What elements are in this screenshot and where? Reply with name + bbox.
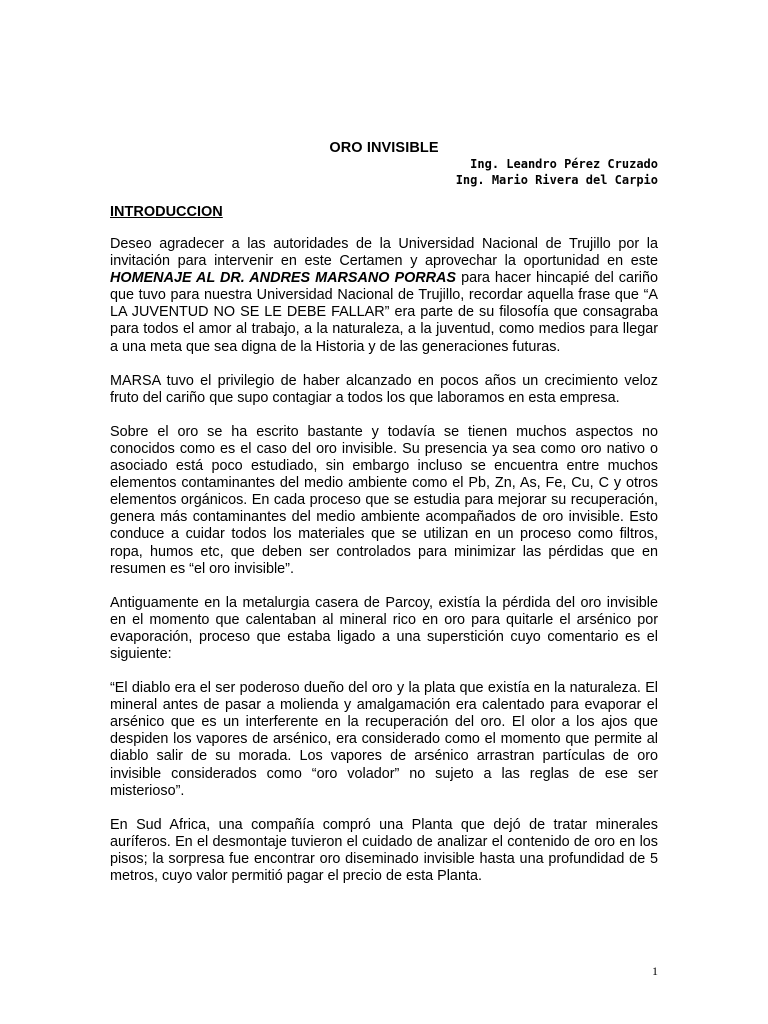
paragraph: Sobre el oro se ha escrito bastante y todavía se tienen muchos aspectos no conocidos como es el caso del oro invisible. Su presencia ya sea como oro nativo o asociado está poco estudiado, sin embargo incluso se encuentra entre muchos elementos contaminantes del medio ambiente como el Pb, Zn, As, Fe, Cu, C y otros elementos orgánicos. En cada proceso que se estudia para mejorar su recuperación, genera más contaminantes del medio ambiente acompañados de oro invisible. Esto conduce a cuidar todos los materiales que se utilizan en un proceso como filtros, ropa, humos etc, que deben ser controlados para minimizar las pérdidas que en resumen es “el oro invisible”.	[110, 423, 658, 577]
section-heading: INTRODUCCION	[110, 204, 223, 220]
paragraph-text: para hacer hincapié del cariño que tuvo para nuestra Universidad Nacional de Trujillo, recordar aquella frase que “A LA JUVENTUD NO SE LE DEBE FALLAR” era parte de su filosofía que consagraba para todos el amor al trabajo, a la naturaleza, a la juventud, como medios para llegar a una meta que sea digna de la Historia y de las generaciones futuras.	[110, 270, 659, 355]
author-list	[456, 156, 658, 188]
document-title: ORO INVISIBLE	[329, 140, 439, 156]
author-name: Ing. Leandro Pérez Cruzado	[470, 157, 658, 171]
emphasized-text: HOMENAJE AL DR. ANDRES MARSANO PORRAS	[110, 270, 457, 287]
paragraph: MARSA tuvo el privilegio de haber alcanzado en pocos años un crecimiento veloz fruto del cariño que supo contagiar a todos los que laboramos en esta empresa.	[110, 372, 658, 406]
body-text	[110, 236, 658, 902]
author-name: Ing. Mario Rivera del Carpio	[455, 173, 658, 187]
paragraph-text: Deseo agradecer a las autoridades de la Universidad Nacional de Trujillo por la invitación para intervenir en este Certamen y aprovechar la oportunidad en este	[110, 236, 658, 270]
quote-paragraph: “El diablo era el ser poderoso dueño del oro y la plata que existía en la naturaleza. El mineral antes de pasar a molienda y amalgamación era calentado para evaporar el arsénico que es un interferente en la recuperación del oro. El olor a los ajos que despiden los vapores de arsénico, era considerado como el momento que permite al diablo salir de su morada. Los vapores de arsénico arrastran partículas de oro invisible considerados como “oro volador” no sujeto a las reglas de ese ser misterioso”.	[110, 680, 658, 799]
page-number: 1	[652, 964, 658, 978]
paragraph	[110, 236, 658, 356]
paragraph: Antiguamente en la metalurgia casera de Parcoy, existía la pérdida del oro invisible en el momento que calentaban al mineral rico en oro para quitarle el arsénico por evaporación, proceso que estaba ligado a una superstición cuyo comentario es el siguiente:	[110, 594, 658, 662]
paragraph: En Sud Africa, una compañía compró una Planta que dejó de tratar minerales auríferos. En el desmontaje tuvieron el cuidado de analizar el contenido de oro en los pisos; la sorpresa fue encontrar oro diseminado invisible hasta una profundidad de 5 metros, cuyo valor permitió pagar el precio de esta Planta.	[110, 816, 658, 884]
